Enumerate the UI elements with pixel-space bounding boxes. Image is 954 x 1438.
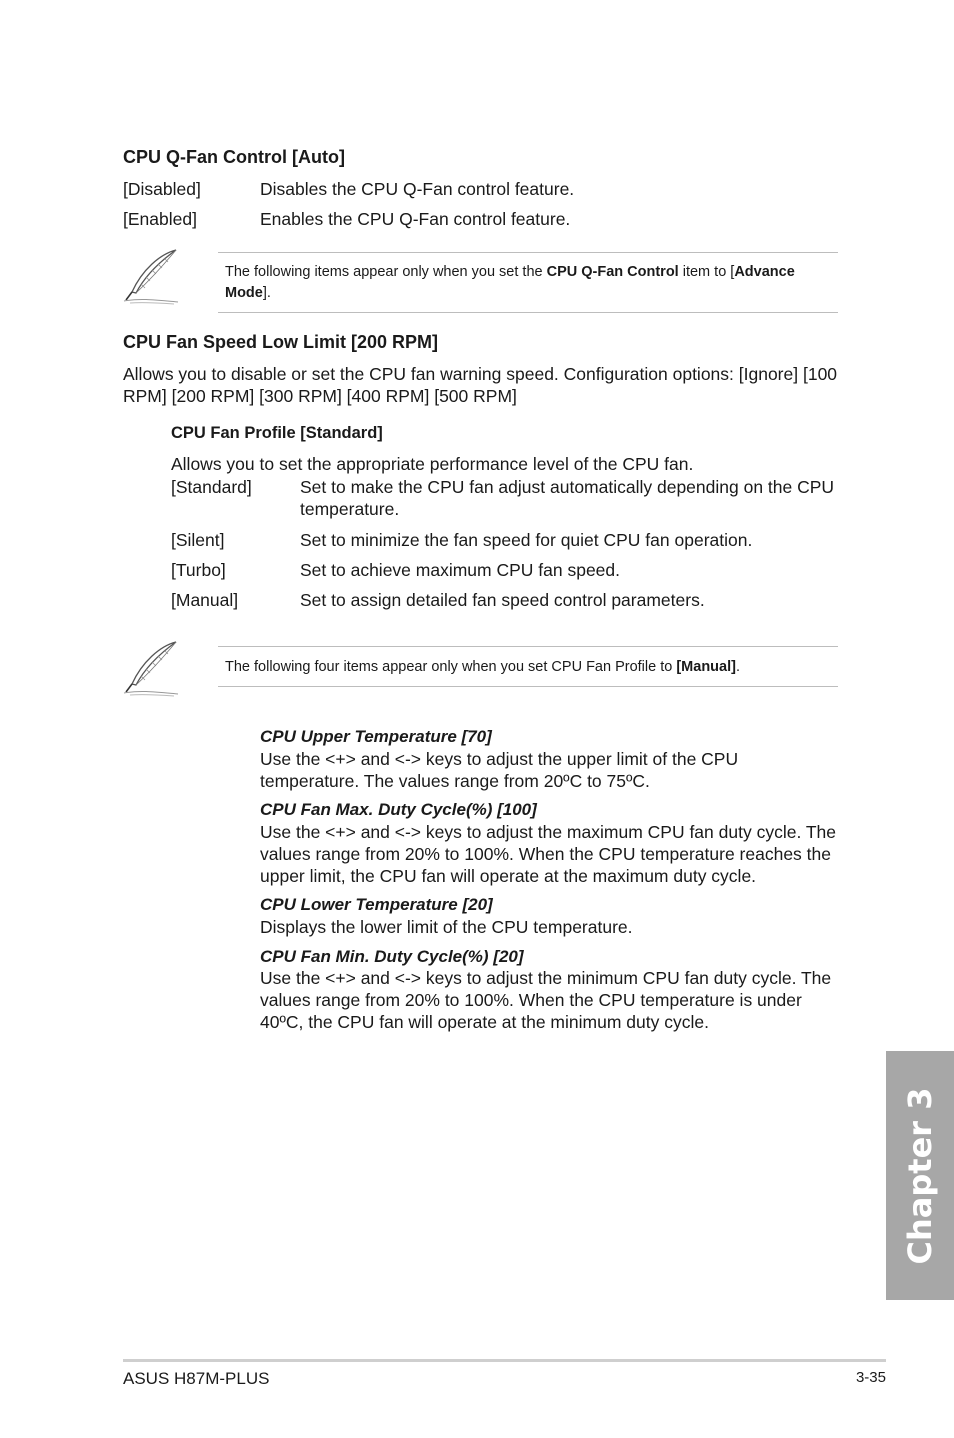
manual-item-desc: Use the <+> and <-> keys to adjust the minimum CPU fan duty cycle. The values range from 20% to 100%. When the CPU temperature is under 40ºC, the CPU fan will operate at the minimum duty cycle.: [260, 968, 832, 1032]
qfan-option-disabled-key: [Disabled]: [123, 179, 201, 199]
qfan-heading: CPU Q-Fan Control [Auto]: [123, 147, 345, 167]
profile-intro: Allows you to set the appropriate performance level of the CPU fan.: [171, 454, 694, 474]
note1-text-mid: item to [: [678, 264, 735, 280]
note2-text: [225, 657, 835, 678]
profile-option-standard-key: [Standard]: [171, 477, 252, 497]
manual-item-title: CPU Upper Temperature [70]: [260, 727, 492, 746]
manual-item-desc: Displays the lower limit of the CPU temperature.: [260, 917, 633, 937]
profile-option-turbo-desc: Set to achieve maximum CPU fan speed.: [300, 560, 621, 580]
lowlimit-desc: Allows you to disable or set the CPU fan warning speed. Configuration options: [Ignore] [100 RPM] [200 RPM] [300 RPM] [400 RPM] [500 RPM]: [123, 364, 838, 406]
profile-option-turbo-key: [Turbo]: [171, 560, 226, 580]
qfan-option-disabled-desc: Disables the CPU Q-Fan control feature.: [260, 179, 575, 199]
chapter-label: Chapter 3: [901, 1087, 939, 1264]
note-bottom-rule: [218, 686, 838, 687]
profile-option-manual-key: [Manual]: [171, 590, 239, 610]
quill-pen-icon: [120, 248, 184, 306]
note1-text-post: ].: [262, 285, 271, 301]
note1-text-pre: The following items appear only when you set the: [225, 264, 547, 280]
note-top-rule: [218, 252, 838, 253]
manual-item-title: CPU Fan Max. Duty Cycle(%) [100]: [260, 800, 537, 819]
footer-divider: [123, 1359, 886, 1362]
profile-option-standard-desc: Set to make the CPU fan adjust automatically depending on the CPU temperature.: [300, 477, 835, 519]
lowlimit-heading: CPU Fan Speed Low Limit [200 RPM]: [123, 332, 439, 352]
manual-item-desc: Use the <+> and <-> keys to adjust the maximum CPU fan duty cycle. The values range from 20% to 100%. When the CPU temperature reaches the upper limit, the CPU fan will operate at the maximum duty cycle.: [260, 822, 837, 886]
quill-pen-icon: [120, 640, 184, 698]
profile-option-silent-key: [Silent]: [171, 530, 225, 550]
qfan-option-enabled-desc: Enables the CPU Q-Fan control feature.: [260, 209, 571, 229]
note2-text-post: .: [735, 659, 740, 675]
profile-heading: CPU Fan Profile [Standard]: [171, 424, 383, 442]
page-number: 3-35: [855, 1369, 886, 1386]
qfan-option-enabled-key: [Enabled]: [123, 209, 197, 229]
profile-option-manual-desc: Set to assign detailed fan speed control parameters.: [300, 590, 705, 610]
manual-item-title: CPU Fan Min. Duty Cycle(%) [20]: [260, 947, 524, 966]
chapter-tab: [886, 1051, 954, 1300]
manual-item-title: CPU Lower Temperature [20]: [260, 895, 493, 914]
profile-option-silent-desc: Set to minimize the fan speed for quiet CPU fan operation.: [300, 530, 753, 550]
note2-text-bold: [Manual]: [676, 659, 736, 675]
footer-product: ASUS H87M-PLUS: [123, 1369, 270, 1388]
manual-item-desc: Use the <+> and <-> keys to adjust the upper limit of the CPU temperature. The values range from 20ºC to 75ºC.: [260, 749, 739, 791]
note2-text-pre: The following four items appear only when you set CPU Fan Profile to: [225, 659, 677, 675]
note-top-rule: [218, 646, 838, 647]
note1-text: [225, 262, 825, 304]
note1-text-bold-setting: CPU Q-Fan Control: [546, 264, 679, 280]
note-bottom-rule: [218, 312, 838, 313]
note1-text-bold-mode: Advance Mode: [225, 264, 795, 301]
